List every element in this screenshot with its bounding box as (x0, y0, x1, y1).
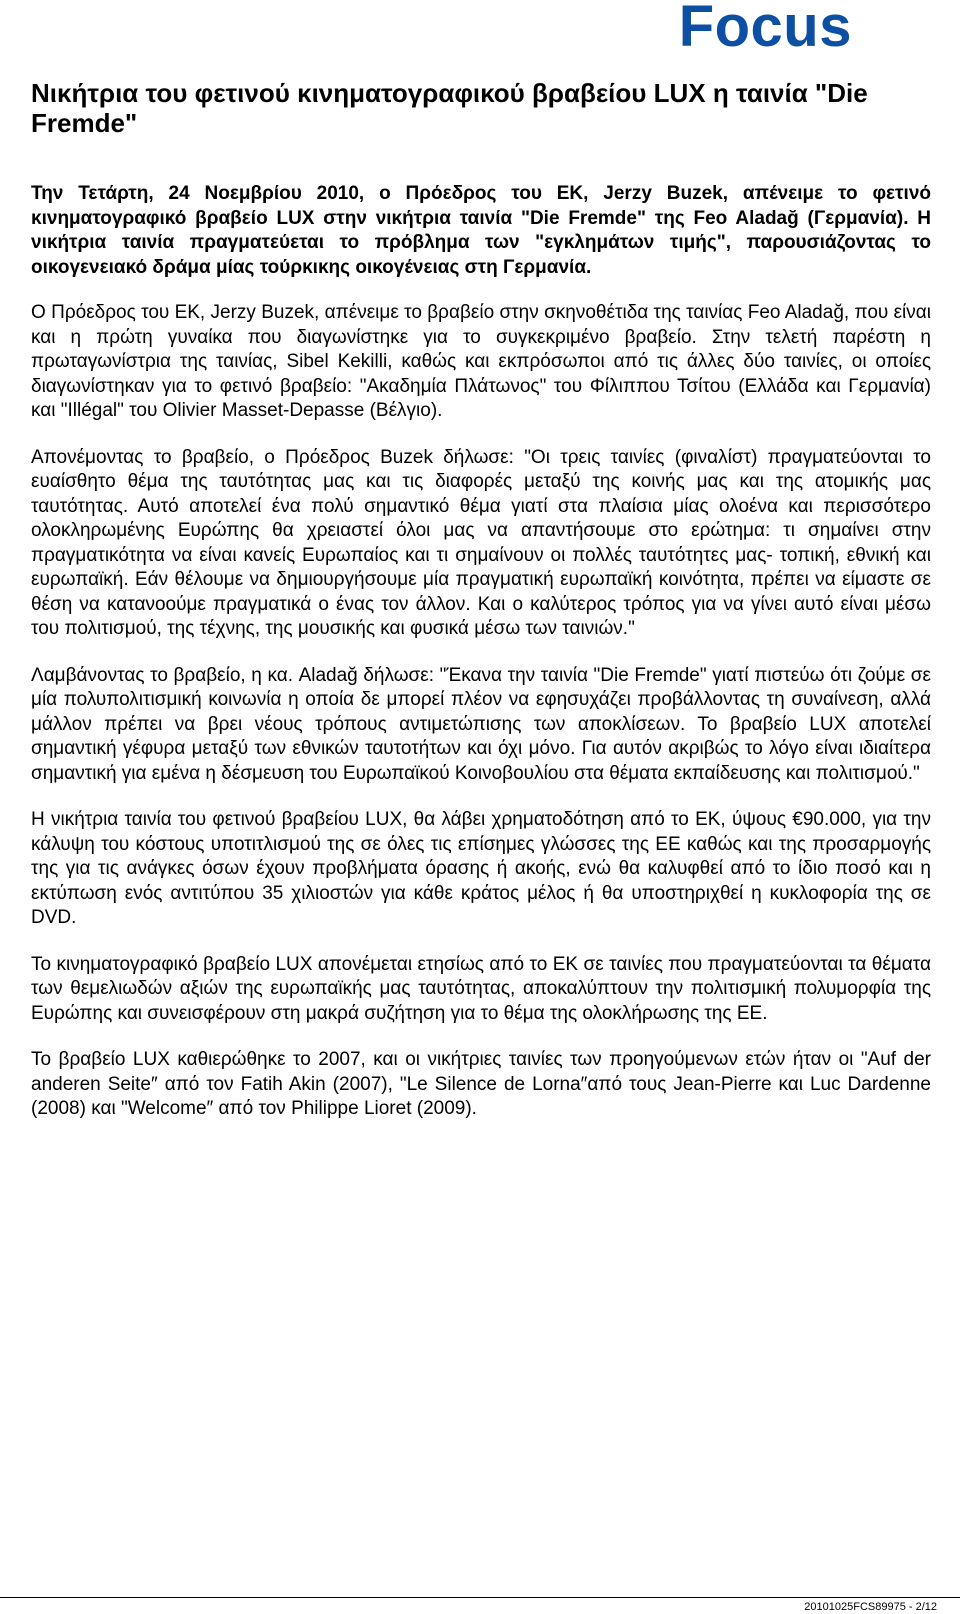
article-paragraph: Απονέμοντας το βραβείο, ο Πρόεδρος Buzek δήλωσε: "Οι τρεις ταινίες (φιναλίστ) πραγματεύονται το ευαίσθητο θέμα της ταυτότητας μας και τις διαφορές μεταξύ της κοινής μας και της ατομικής μας ταυτότητας. Αυτό αποτελεί ένα πολύ σημαντικό θέμα γιατί στα πλαίσια μίας ολοένα και περισσότερο ολοκληρωμένης Ευρώπης θα χρειαστεί όλοι μας να απαντήσουμε στο ερώτημα: τι σημαίνει στην πραγματικότητα να είναι κανείς Ευρωπαίος και τι σημαίνουν οι πολλές ταυτότητες μας- τοπική, εθνική και ευρωπαϊκή. Εάν θέλουμε να δημιουργήσουμε μία πραγματική ευρωπαϊκή κοινότητα, πρέπει να είμαστε σε θέση να κατανοούμε πραγματικά ο ένας τον άλλον. Και ο καλύτερος τρόπος για να γίνει αυτό είναι μέσω του πολιτισμού, της τέχνης, της μουσικής και φυσικά μέσω των ταινιών." (31, 446, 931, 639)
focus-logo: Focus (678, 0, 852, 59)
article-paragraph: Η νικήτρια ταινία του φετινού βραβείου LUX, θα λάβει χρηματοδότηση από το ΕΚ, ύψους €90.000, για την κάλυψη του κόστους υποτιτλισμού της σε όλες τις επίσημες γλώσσες της ΕΕ καθώς και της προσαρμογής της για τις ανάγκες όσων έχουν προβλήματα όρασης ή ακοής, ενώ θα καλυφθεί από το ίδιο ποσό και η εκτύπωση ενός αντιτύπου 35 χιλιοστών για κάθε κράτος μέλος ή θα υποστηριχθεί η κυκλοφορία της σε DVD. (31, 809, 931, 928)
article-paragraph: Ο Πρόεδρος του ΕΚ, Jerzy Buzek, απένειμε το βραβείο στην σκηνοθέτιδα της ταινίας Feo Aladağ, που είναι και η πρώτη γυναίκα που διαγωνίστηκε για το συγκεκριμένο βραβείο. Στην τελετή παρέστη η πρωταγωνίστρια της ταινίας, Sibel Kekilli, καθώς και εκπρόσωποι από τις άλλες δύο ταινίες, οι οποίες διαγωνίστηκαν για το φετινό βραβείο: "Ακαδημία Πλάτωνος" του Φίλιππου Τσίτου (Ελλάδα και Γερμανία) και "Illégal" του Olivier Masset-Depasse (Βέλγιο). (31, 302, 931, 421)
article-headline: Νικήτρια του φετινού κινηματογραφικού βραβείου LUX η ταινία "Die Fremde" (31, 78, 868, 138)
article-lead: Την Τετάρτη, 24 Νοεμβρίου 2010, ο Πρόεδρος του ΕΚ, Jerzy Buzek, απένειμε το φετινό κινηματογραφικό βραβείο LUX στην νικήτρια ταινία "Die Fremde" της Feo Aladağ (Γερμανία). Η νικήτρια ταινία πραγματεύεται το πρόβλημα των "εγκλημάτων τιμής", παρουσιάζοντας το οικογενειακό δράμα μίας τούρκικης οικογένειας στη Γερμανία. (31, 183, 931, 278)
article (31, 78, 931, 1122)
document-reference: 20101025FCS89975 - 2/12 (804, 1601, 937, 1613)
article-paragraph: Το βραβείο LUX καθιερώθηκε το 2007, και οι νικήτριες ταινίες των προηγούμενων ετών ήταν οι "Auf der anderen Seite″ από τον Fatih Akin (2007), "Le Silence de Lorna″από τους Jean-Pierre και Luc Dardenne (2008) και "Welcome″ από τον Philippe Lioret (2009). (31, 1049, 931, 1119)
footer-divider (0, 1597, 960, 1598)
article-paragraph: Λαμβάνοντας το βραβείο, η κα. Aladağ δήλωσε: "Έκανα την ταινία "Die Fremde" γιατί πιστεύω ότι ζούμε σε μία πολυπολιτισμική κοινωνία η οποία δε μπορεί πλέον να εφησυχάζει προβάλλοντας τη συναίνεση, αλλά μάλλον πρέπει να βρει νέους τρόπους αντιμετώπισης των αποκλίσεων. Το βραβείο LUX αποτελεί σημαντική γέφυρα μεταξύ των εθνικών ταυτοτήτων και όχι μόνο. Για αυτόν ακριβώς το λόγο είναι ιδιαίτερα σημαντική για εμένα η δέσμευση του Ευρωπαϊκού Κοινοβουλίου στα θέματα εκπαίδευσης και πολιτισμού." (31, 664, 931, 784)
article-paragraph: Το κινηματογραφικό βραβείο LUX απονέμεται ετησίως από το ΕΚ σε ταινίες που πραγματεύονται τα θέματα των θεμελιωδών αξιών της ευρωπαϊκής μας ταυτότητας, αποκαλύπτουν την πολιτισμική πολυμορφία της Ευρώπης και συνεισφέρουν στη μακρά συζήτηση για το θέμα της ολοκλήρωσης της ΕΕ. (31, 953, 931, 1024)
